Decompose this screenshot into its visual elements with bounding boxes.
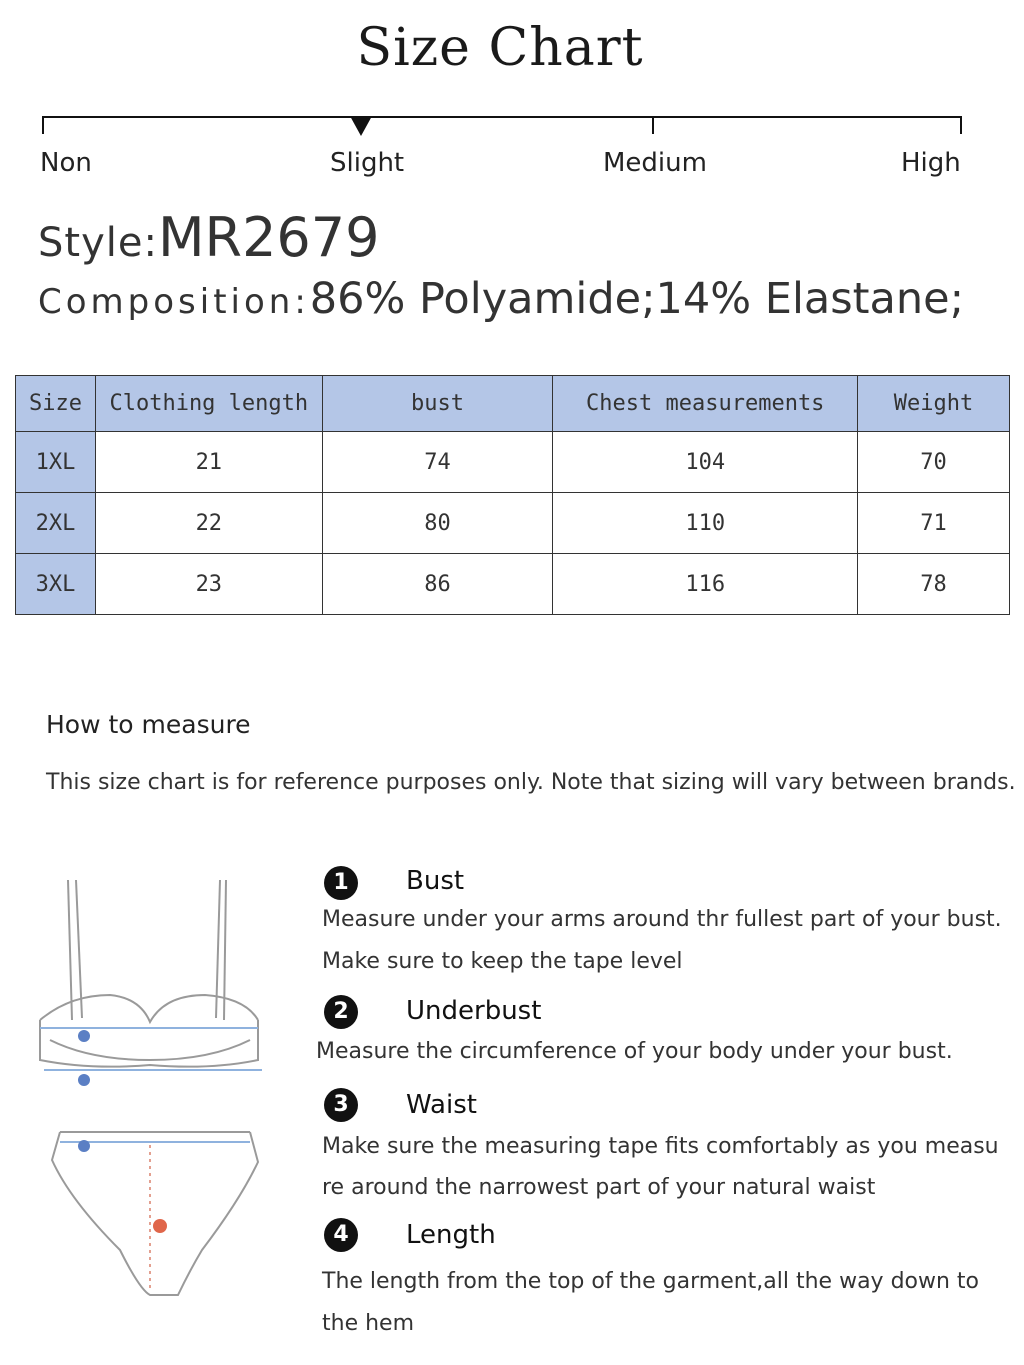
table-header: bust <box>322 376 553 432</box>
table-cell: 2XL <box>16 493 96 554</box>
scale-label-medium: Medium <box>603 148 707 178</box>
item-title: Length <box>406 1220 496 1250</box>
scale-marker-icon <box>350 116 372 136</box>
item-description: Measure under your arms around thr fullest part of your bust. <box>322 907 1002 932</box>
table-cell: 3XL <box>16 554 96 615</box>
item-description: The length from the top of the garment,all the way down to <box>322 1269 980 1294</box>
scale-label-slight: Slight <box>330 148 405 178</box>
size-table <box>15 375 1010 615</box>
marker-3-icon <box>78 1140 90 1152</box>
scale-label-high: High <box>901 148 961 178</box>
item-description: the hem <box>322 1311 415 1336</box>
scale-tick <box>652 116 654 134</box>
item-description: Make sure the measuring tape fits comfortably as you measu <box>322 1134 999 1159</box>
page-title: Size Chart <box>356 18 644 78</box>
marker-2-icon <box>78 1074 90 1086</box>
composition-label: Composition: <box>38 282 310 322</box>
scale-label-non: Non <box>40 148 92 178</box>
table-cell: 22 <box>95 493 322 554</box>
table-cell: 80 <box>322 493 553 554</box>
table-row <box>16 432 1010 493</box>
table-row <box>16 554 1010 615</box>
number-2-icon: 2 <box>324 995 358 1029</box>
item-description: Make sure to keep the tape level <box>322 949 683 974</box>
table-cell: 74 <box>322 432 553 493</box>
table-cell: 23 <box>95 554 322 615</box>
scale-line <box>42 116 962 118</box>
marker-4-icon <box>153 1219 167 1233</box>
table-cell: 71 <box>858 493 1010 554</box>
number-3-icon: 3 <box>324 1088 358 1122</box>
table-cell: 86 <box>322 554 553 615</box>
scale-tick <box>42 116 44 134</box>
table-cell: 104 <box>553 432 858 493</box>
reference-note: This size chart is for reference purposes only. Note that sizing will vary between brands. <box>46 770 1016 795</box>
bikini-top-diagram-icon <box>40 880 262 1070</box>
number-4-icon: 4 <box>324 1218 358 1252</box>
table-cell: 21 <box>95 432 322 493</box>
item-description: re around the narrowest part of your natural waist <box>322 1175 876 1200</box>
table-header: Clothing length <box>95 376 322 432</box>
item-title: Waist <box>406 1090 477 1120</box>
how-to-measure-heading: How to measure <box>46 710 251 739</box>
composition-value: 86% Polyamide;14% Elastane; <box>309 274 965 324</box>
item-description: Measure the circumference of your body under your bust. <box>316 1039 953 1064</box>
table-cell: 70 <box>858 432 1010 493</box>
table-cell: 116 <box>553 554 858 615</box>
garment-diagram <box>30 870 280 1310</box>
table-cell: 1XL <box>16 432 96 493</box>
item-title: Bust <box>406 866 465 896</box>
composition-info <box>38 274 964 324</box>
table-cell: 78 <box>858 554 1010 615</box>
style-value: MR2679 <box>157 206 380 269</box>
scale-tick <box>960 116 962 134</box>
marker-1-icon <box>78 1030 90 1042</box>
table-header: Chest measurements <box>553 376 858 432</box>
item-title: Underbust <box>406 996 542 1026</box>
table-row <box>16 493 1010 554</box>
table-cell: 110 <box>553 493 858 554</box>
style-info <box>38 206 380 269</box>
number-1-icon: 1 <box>324 866 358 900</box>
table-header-row <box>16 376 1010 432</box>
table-header: Size <box>16 376 96 432</box>
bikini-bottom-diagram-icon <box>52 1132 258 1295</box>
style-label: Style: <box>38 220 158 266</box>
table-header: Weight <box>858 376 1010 432</box>
